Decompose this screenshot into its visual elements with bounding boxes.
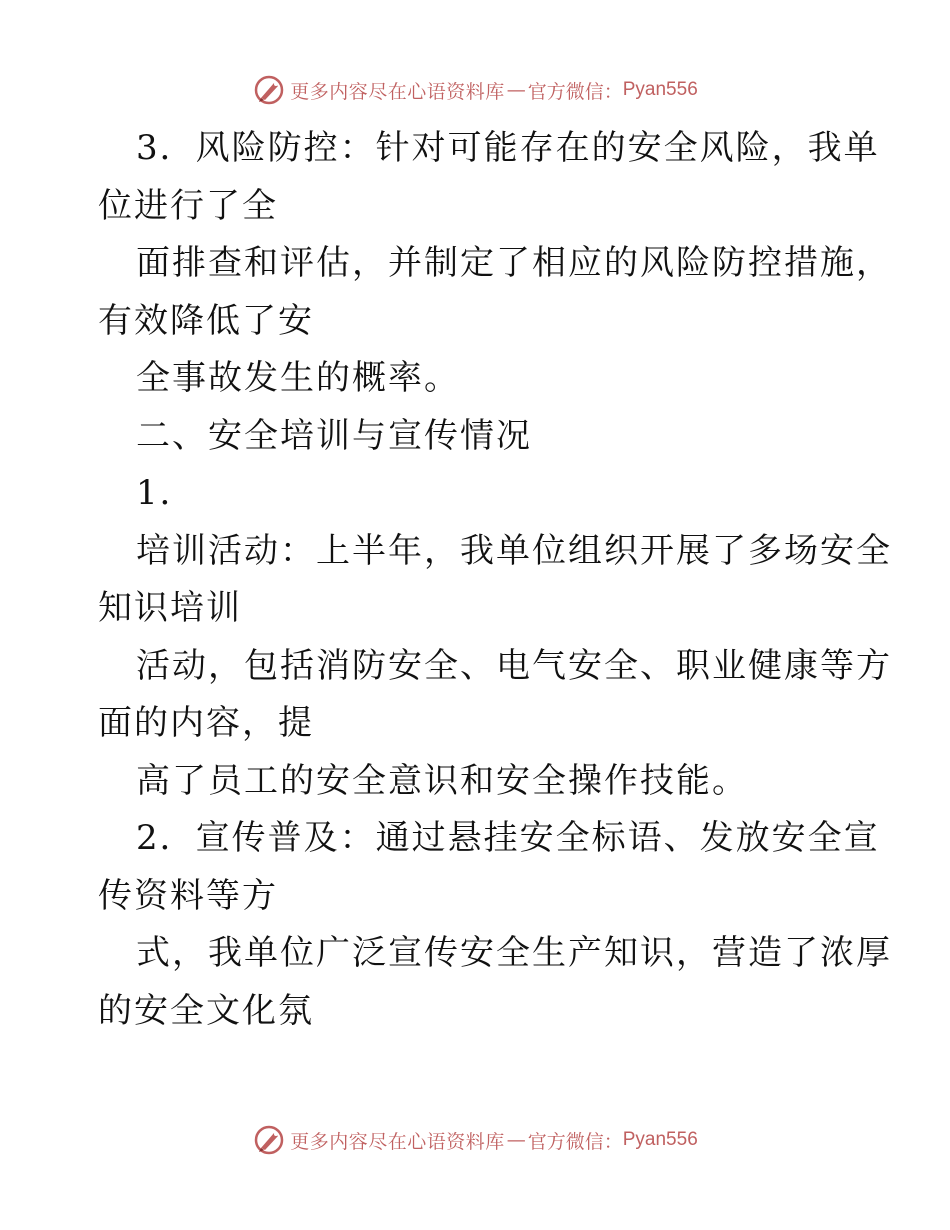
- banner-text: 更多内容尽在心语资料库: [290, 1130, 505, 1153]
- paragraph-line: 的安全文化氛: [98, 990, 314, 1031]
- banner-wechat-id: Pyan556: [622, 79, 698, 100]
- paragraph-line: 3．风险防控：针对可能存在的安全风险，我单: [136, 128, 880, 168]
- banner-account-label: 官方微信：: [527, 80, 623, 103]
- document-body: [98, 120, 892, 1040]
- paragraph-line: 培训活动：上半年，我单位组织开展了多场安全: [136, 530, 892, 571]
- banner-separator: —: [506, 79, 526, 101]
- banner-wechat-id: Pyan556: [622, 1129, 698, 1150]
- paragraph-line: 活动，包括消防安全、电气安全、职业健康等方: [136, 645, 892, 686]
- pen-circle-logo-icon: [252, 1123, 286, 1157]
- paragraph-line: 式，我单位广泛宣传安全生产知识，营造了浓厚: [136, 933, 892, 973]
- banner-separator: —: [506, 1129, 526, 1151]
- paragraph-line: 有效降低了安: [98, 300, 314, 341]
- paragraph-line: 面的内容，提: [98, 703, 314, 743]
- paragraph-line: 1．: [136, 473, 196, 513]
- paragraph-line: 全事故发生的概率。: [136, 358, 460, 398]
- pen-circle-logo-icon: [252, 73, 286, 107]
- banner-account-label: 官方微信：: [527, 1130, 623, 1153]
- paragraph-line: 高了员工的安全意识和安全操作技能。: [136, 760, 748, 801]
- paragraph-line: 知识培训: [98, 588, 242, 628]
- footer-banner: [0, 1120, 950, 1160]
- section-heading: 二、安全培训与宣传情况: [136, 415, 532, 456]
- header-banner: [0, 70, 950, 110]
- banner-text: 更多内容尽在心语资料库: [290, 80, 505, 103]
- paragraph-line: 位进行了全: [98, 185, 278, 226]
- paragraph-line: 2．宣传普及：通过悬挂安全标语、发放安全宣: [136, 818, 880, 858]
- paragraph-line: 面排查和评估，并制定了相应的风险防控措施，: [136, 243, 892, 283]
- paragraph-line: 传资料等方: [98, 875, 278, 916]
